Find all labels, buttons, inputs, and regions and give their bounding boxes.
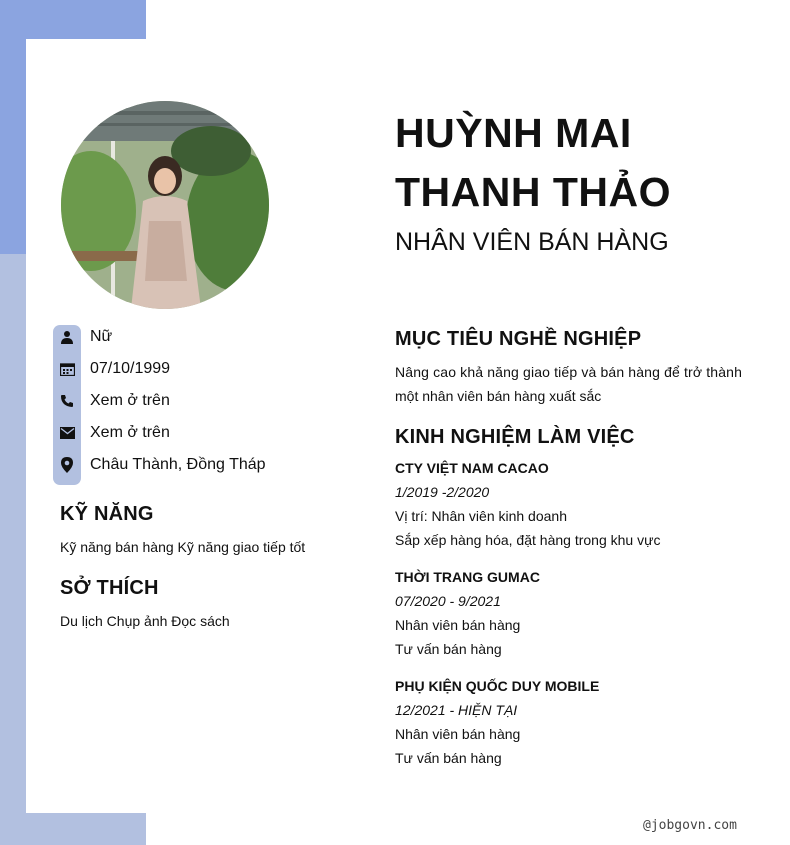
contact-email [53, 417, 373, 449]
contact-phone [53, 385, 373, 417]
hobbies-heading: SỞ THÍCH [60, 577, 159, 599]
experience-heading: KINH NGHIỆM LÀM VIỆC [395, 426, 635, 448]
phone-text: Xem ở trên [90, 392, 170, 409]
job-detail: Sắp xếp hàng hóa, đặt hàng trong khu vực [395, 532, 661, 548]
job-company: PHỤ KIỆN QUỐC DUY MOBILE [395, 678, 600, 694]
email-text: Xem ở trên [90, 424, 170, 441]
address-text: Châu Thành, Đồng Tháp [90, 456, 266, 473]
job-company: CTY VIỆT NAM CACAO [395, 460, 549, 476]
job-detail: Nhân viên bán hàng [395, 617, 521, 633]
job-period: 1/2019 -2/2020 [395, 484, 490, 500]
gender-text: Nữ [90, 328, 113, 345]
objective-line-1: Nâng cao khả năng giao tiếp và bán hàng để trở thành [395, 364, 743, 380]
skills-text: Kỹ năng bán hàng Kỹ năng giao tiếp tốt [60, 539, 306, 555]
mail-icon [53, 417, 81, 449]
objective-heading: MỤC TIÊU NGHỀ NGHIỆP [395, 328, 642, 350]
job-entry [395, 565, 765, 661]
contact-birthdate [53, 353, 373, 385]
job-period: 12/2021 - HIỆN TẠI [395, 702, 518, 718]
phone-icon [53, 385, 81, 417]
watermark-text: @jobgovn.com [643, 818, 737, 833]
job-detail: Vị trí: Nhân viên kinh doanh [395, 508, 567, 524]
job-detail: Tư vấn bán hàng [395, 750, 502, 766]
name-line-1: HUỲNH MAI [395, 110, 632, 156]
calendar-icon [53, 353, 81, 385]
full-name [395, 104, 671, 222]
job-entry [395, 456, 765, 552]
profile-photo [61, 101, 269, 309]
job-company: THỜI TRANG GUMAC [395, 569, 540, 585]
job-detail: Nhân viên bán hàng [395, 726, 521, 742]
job-detail: Tư vấn bán hàng [395, 641, 502, 657]
job-entry [395, 674, 765, 770]
job-title: NHÂN VIÊN BÁN HÀNG [395, 228, 669, 256]
objective-text [395, 360, 747, 408]
birthdate-text: 07/10/1999 [90, 360, 171, 377]
contact-gender [53, 321, 373, 353]
contact-address [53, 449, 373, 481]
name-line-2: THANH THẢO [395, 169, 672, 215]
skills-heading: KỸ NĂNG [60, 503, 154, 525]
location-pin-icon [53, 449, 81, 481]
person-icon [53, 321, 81, 353]
job-period: 07/2020 - 9/2021 [395, 593, 501, 609]
hobbies-text: Du lịch Chụp ảnh Đọc sách [60, 613, 230, 629]
objective-line-2: một nhân viên bán hàng xuất sắc [395, 388, 602, 404]
